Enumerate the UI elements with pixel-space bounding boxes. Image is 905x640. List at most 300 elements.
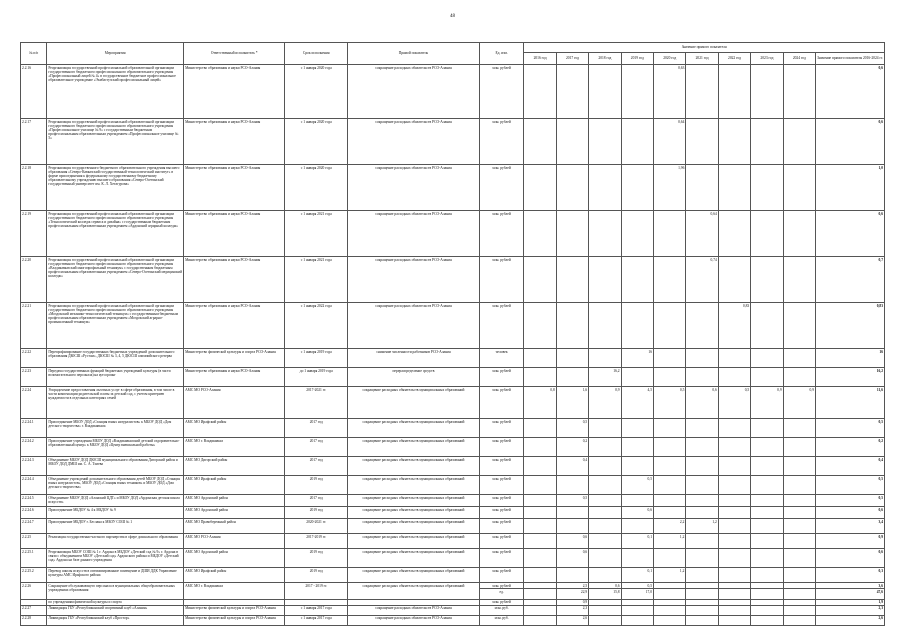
year-value-cell <box>654 419 686 438</box>
responsible-cell: АМС МО Ирафский район <box>184 568 285 583</box>
year-value-cell <box>751 549 783 568</box>
deadline-cell: 2017 год <box>285 457 348 476</box>
year-value-cell <box>621 457 653 476</box>
result-cell: сокращение расходных обязательств РСО-Алания <box>348 605 480 615</box>
total-cell: 0,9 <box>816 534 885 549</box>
year-value-cell <box>783 419 815 438</box>
total-cell: 16 <box>816 349 885 368</box>
event-cell: Присоединение МБДОУ г. Беслана к МБОУ СОШ № 1 <box>47 519 184 534</box>
event-cell: Перепрофилирование государственных бюджетных учреждений дополнительного образования ДЮСШ «Рустам», ДЮСШ № 3, 4, 5 ДЮСШ олимпийского резерва <box>47 349 184 368</box>
result-cell: сокращение расходных обязательств муниципальных образований <box>348 549 480 568</box>
year-value-cell: 1,2 <box>686 519 718 534</box>
total-cell: 47,6 <box>816 589 885 600</box>
result-cell: сокращение расходных обязательств РСО-Алания <box>348 211 480 257</box>
result-cell: сокращение расходных обязательств РСО-Алания <box>348 165 480 211</box>
deadline-cell: с 1 января 2021 года <box>285 211 348 257</box>
year-value-cell <box>621 519 653 534</box>
year-value-cell: 0,2 <box>556 438 588 457</box>
year-value-cell <box>524 615 556 625</box>
year-value-cell <box>524 211 556 257</box>
year-value-cell: 17,0 <box>621 589 653 600</box>
year-value-cell <box>654 507 686 519</box>
responsible-cell: Министерство образования и науки РСО-Алания <box>184 211 285 257</box>
year-value-cell <box>524 519 556 534</box>
total-cell: 0,83 <box>816 303 885 349</box>
year-value-cell <box>654 457 686 476</box>
year-value-cell <box>751 615 783 625</box>
event-cell: Реорганизация государственной профессиональной образовательной организации государственного бюджетного профессионального образовательного учреждения «Моздокский механико-технологический техникум» с государственным бюджетным профессиональным образовательным учреждением «Моздокский аграрно-промышленный техникум» <box>47 303 184 349</box>
unit-cell: млн. рублей <box>479 368 524 387</box>
measures-table <box>20 42 885 626</box>
row-number: 2.2.20 <box>21 257 47 303</box>
year-value-cell <box>589 519 621 534</box>
year-value-cell <box>783 303 815 349</box>
result-cell: сокращение расходных обязательств муниципальных образований <box>348 534 480 549</box>
year-value-cell <box>718 534 750 549</box>
year-value-cell <box>654 257 686 303</box>
result-cell: сокращение расходных обязательств муниципальных образований <box>348 507 480 519</box>
result-cell: сокращение расходных обязательств РСО-Алания <box>348 615 480 625</box>
result-cell: сокращение расходных обязательств муниципальных образований <box>348 419 480 438</box>
year-value-cell <box>654 605 686 615</box>
year-value-cell <box>718 257 750 303</box>
year-value-cell <box>718 605 750 615</box>
table-row <box>21 534 885 549</box>
year-value-cell <box>589 568 621 583</box>
year-value-cell <box>556 165 588 211</box>
year-value-cell <box>621 165 653 211</box>
year-value-cell <box>783 438 815 457</box>
year-value-cell <box>751 534 783 549</box>
year-value-cell <box>686 165 718 211</box>
year-value-cell <box>524 438 556 457</box>
header-year: 2016 год <box>524 53 556 65</box>
year-value-cell <box>686 615 718 625</box>
year-value-cell <box>751 476 783 495</box>
year-value-cell: 1,2 <box>654 534 686 549</box>
event-cell: Ликвидация ГБУ «Республиканский клуб «Простор» <box>47 615 184 625</box>
row-number: 2.2.26 <box>21 583 47 600</box>
table-row <box>21 165 885 211</box>
year-value-cell <box>621 605 653 615</box>
year-value-cell <box>751 303 783 349</box>
year-value-cell <box>654 615 686 625</box>
year-value-cell <box>589 495 621 507</box>
event-cell: Реализация государственно-частного партнерства в сфере дошкольного образования <box>47 534 184 549</box>
year-value-cell <box>654 303 686 349</box>
event-cell: Реорганизация государственной профессиональной образовательной организации государственного бюджетного профессионального образовательного учреждения «Владикавказский многопрофильный техникум» с государственным бюджетным профессиональным образовательным учреждением «Северо-Осетинский медицинский колледж» <box>47 257 184 303</box>
year-value-cell <box>718 368 750 387</box>
deadline-cell: с 1 января 2022 года <box>285 303 348 349</box>
responsible-cell: АМС МО г. Владикавказ <box>184 438 285 457</box>
year-value-cell <box>686 605 718 615</box>
responsible-cell: Министерство образования и науки РСО-Алания <box>184 65 285 119</box>
year-value-cell <box>751 495 783 507</box>
deadline-cell: 2017 год <box>285 438 348 457</box>
row-number: 2.2.28 <box>21 615 47 625</box>
year-value-cell <box>524 476 556 495</box>
responsible-cell: Министерство физической культуры и спорта РСО-Алания <box>184 605 285 615</box>
table-row <box>21 211 885 257</box>
responsible-cell: Министерство физической культуры и спорта РСО-Алания <box>184 615 285 625</box>
page-number: 48 <box>450 14 455 19</box>
table-row <box>21 476 885 495</box>
responsible-cell: Министерство физической культуры и спорта РСО-Алания <box>184 349 285 368</box>
year-value-cell: 0,64 <box>654 119 686 165</box>
result-cell: сокращение расходных обязательств муниципальных образований <box>348 583 480 600</box>
responsible-cell: Министерство образования и науки РСО-Алания <box>184 368 285 387</box>
year-value-cell <box>751 419 783 438</box>
year-value-cell <box>718 476 750 495</box>
header-year: 2021 год <box>686 53 718 65</box>
unit-cell: млн. рублей <box>479 165 524 211</box>
event-cell: Сокращение обслуживающего персонала в муниципальных общеобразовательных учреждениях образования <box>47 583 184 600</box>
event-cell: Реорганизация государственной профессиональной образовательной организации государственного бюджетного профессионального образовательного учреждения «Профессиональное училище № 9» с государственным бюджетным профессиональным образовательным учреждением «Профессиональное училище № 5» <box>47 119 184 165</box>
event-cell: Объединение МБОУ ДОД ДЮСШ муниципального образования Дигорский район и МБОУ ДОД ДМШ им. С. А. Тхиева <box>47 457 184 476</box>
year-value-cell: 15,8 <box>589 589 621 600</box>
year-value-cell <box>589 349 621 368</box>
year-value-cell <box>686 65 718 119</box>
row-number: 2.2.18 <box>21 165 47 211</box>
year-value-cell <box>621 119 653 165</box>
row-number: 2.2.24.2 <box>21 438 47 457</box>
deadline-cell: с 1 января 2020 года <box>285 119 348 165</box>
year-value-cell <box>524 507 556 519</box>
unit-cell: млн. рублей <box>479 387 524 419</box>
year-value-cell <box>654 438 686 457</box>
event-cell: по учреждениям физической культуры и спорта <box>47 599 184 605</box>
table-row <box>21 119 885 165</box>
total-cell: 0,4 <box>816 457 885 476</box>
table-row <box>21 568 885 583</box>
unit-cell: млн. рублей <box>479 257 524 303</box>
total-cell: 3,4 <box>816 519 885 534</box>
year-value-cell <box>589 419 621 438</box>
year-value-cell <box>783 476 815 495</box>
year-value-cell <box>783 605 815 615</box>
responsible-cell: АМС МО РСО-Алания <box>184 534 285 549</box>
table-row <box>21 507 885 519</box>
result-cell: сокращение расходных обязательств муниципальных образований <box>348 519 480 534</box>
header-year: 2017 год <box>556 53 588 65</box>
row-number: 2.2.24.7 <box>21 519 47 534</box>
unit-cell: млн. рублей <box>479 507 524 519</box>
deadline-cell: 2017 - 2019 гг. <box>285 583 348 600</box>
event-cell: Присоединение МБДОУ № 4 к МБДОУ № 9 <box>47 507 184 519</box>
year-value-cell <box>654 476 686 495</box>
responsible-cell: АМС МО г. Владикавказ <box>184 583 285 600</box>
year-value-cell: 2,2 <box>654 519 686 534</box>
year-value-cell <box>718 349 750 368</box>
result-cell: сокращение расходных обязательств муниципальных образований <box>348 457 480 476</box>
year-value-cell <box>556 568 588 583</box>
result-cell: сокращение расходных обязательств РСО-Алания <box>348 257 480 303</box>
year-value-cell: 0,9 <box>589 387 621 419</box>
header-year: 2020 год <box>654 53 686 65</box>
year-value-cell <box>524 534 556 549</box>
deadline-cell: 2017-2021 гг. <box>285 387 348 419</box>
year-value-cell: 0,5 <box>556 495 588 507</box>
year-value-cell <box>783 211 815 257</box>
year-value-cell <box>589 257 621 303</box>
deadline-cell: с 1 января 2021 года <box>285 257 348 303</box>
year-value-cell: 1,2 <box>654 568 686 583</box>
year-value-cell <box>686 589 718 600</box>
year-value-cell <box>751 519 783 534</box>
year-value-cell <box>621 368 653 387</box>
year-value-cell: 22,9 <box>556 589 588 600</box>
table-row <box>21 495 885 507</box>
year-value-cell <box>524 368 556 387</box>
row-number: 2.2.17 <box>21 119 47 165</box>
year-value-cell: 0,63 <box>654 65 686 119</box>
header-year: 2023 год <box>751 53 783 65</box>
row-number: 2.2.24.6 <box>21 507 47 519</box>
responsible-cell: Министерство образования и науки РСО-Алания <box>184 257 285 303</box>
year-value-cell <box>751 257 783 303</box>
year-value-cell <box>686 368 718 387</box>
year-value-cell <box>589 615 621 625</box>
year-value-cell <box>589 476 621 495</box>
year-value-cell <box>751 65 783 119</box>
year-value-cell <box>686 349 718 368</box>
year-value-cell: 0,6 <box>686 387 718 419</box>
year-value-cell <box>589 457 621 476</box>
header-total: Значение прямого показателя 2016-2024 гг. <box>816 53 885 65</box>
year-value-cell <box>751 211 783 257</box>
unit-cell: млн. рублей <box>479 583 524 589</box>
unit-cell: млн. рублей <box>479 119 524 165</box>
year-value-cell <box>524 65 556 119</box>
year-value-cell <box>524 457 556 476</box>
year-value-cell <box>654 349 686 368</box>
year-value-cell <box>718 589 750 600</box>
year-value-cell <box>589 211 621 257</box>
year-value-cell <box>686 549 718 568</box>
header-event: Мероприятия <box>47 43 184 65</box>
year-value-cell <box>589 605 621 615</box>
year-value-cell: 0,6 <box>556 549 588 568</box>
year-value-cell <box>718 615 750 625</box>
total-cell: 0,7 <box>816 257 885 303</box>
deadline-cell: с 1 января 2017 года <box>285 615 348 625</box>
year-value-cell <box>589 303 621 349</box>
year-value-cell <box>783 519 815 534</box>
row-number: 2.2.21 <box>21 303 47 349</box>
year-value-cell: 0,83 <box>718 303 750 349</box>
year-value-cell <box>686 419 718 438</box>
total-cell: 0,6 <box>816 211 885 257</box>
year-value-cell <box>556 349 588 368</box>
year-value-cell <box>718 211 750 257</box>
table-row <box>21 549 885 568</box>
year-value-cell <box>589 438 621 457</box>
table-row <box>21 65 885 119</box>
year-value-cell <box>686 495 718 507</box>
year-value-cell <box>589 119 621 165</box>
responsible-cell: Министерство образования и науки РСО-Алания <box>184 119 285 165</box>
year-value-cell <box>751 349 783 368</box>
table-row <box>21 615 885 625</box>
year-value-cell <box>654 589 686 600</box>
year-value-cell <box>718 419 750 438</box>
year-value-cell <box>783 507 815 519</box>
unit-cell: млн. рублей <box>479 457 524 476</box>
year-value-cell <box>718 507 750 519</box>
table-row <box>21 303 885 349</box>
year-value-cell: 0,5 <box>718 387 750 419</box>
table-row <box>21 519 885 534</box>
row-number: 2.2.24.1 <box>21 419 47 438</box>
year-value-cell <box>718 568 750 583</box>
responsible-cell: АМС МО РСО-Алания <box>184 387 285 419</box>
unit-cell: млн. рублей <box>479 534 524 549</box>
year-value-cell <box>686 507 718 519</box>
result-cell: перераспределение средств <box>348 368 480 387</box>
table-row <box>21 457 885 476</box>
year-value-cell <box>718 65 750 119</box>
responsible-cell: АМС МО Ардонский район <box>184 549 285 568</box>
year-value-cell: 16 <box>621 349 653 368</box>
row-number: 2.2.24.5 <box>21 495 47 507</box>
result-cell: снижение численности работников РСО-Алания <box>348 349 480 368</box>
row-number: 2.2.25.1 <box>21 549 47 568</box>
result-cell: сокращение расходных обязательств муниципальных образований <box>348 495 480 507</box>
year-value-cell <box>524 605 556 615</box>
total-cell: 0,3 <box>816 568 885 583</box>
table-row <box>21 257 885 303</box>
year-value-cell: 0,5 <box>556 419 588 438</box>
year-value-cell <box>783 549 815 568</box>
year-value-cell <box>524 303 556 349</box>
unit-cell: млн. рублей <box>479 211 524 257</box>
year-value-cell <box>686 534 718 549</box>
result-cell: сокращение расходных обязательств муниципальных образований <box>348 438 480 457</box>
header-deadline: Срок исполнения <box>285 43 348 65</box>
year-value-cell <box>524 495 556 507</box>
year-value-cell <box>783 257 815 303</box>
year-value-cell <box>686 568 718 583</box>
year-value-cell <box>751 119 783 165</box>
year-value-cell <box>621 303 653 349</box>
year-value-cell <box>621 257 653 303</box>
unit-cell: млн. рублей <box>479 303 524 349</box>
row-number: 2.2.24.4 <box>21 476 47 495</box>
year-value-cell <box>621 211 653 257</box>
year-value-cell: 0,1 <box>621 568 653 583</box>
year-value-cell <box>621 438 653 457</box>
header-result: Прямой показатель <box>348 43 480 65</box>
year-value-cell <box>783 495 815 507</box>
table-row <box>21 349 885 368</box>
unit-cell: млн. рублей <box>479 476 524 495</box>
year-value-cell <box>524 257 556 303</box>
year-value-cell <box>783 457 815 476</box>
year-value-cell: 2,3 <box>556 605 588 615</box>
year-value-cell <box>589 549 621 568</box>
year-value-cell <box>621 419 653 438</box>
table-row <box>21 438 885 457</box>
year-value-cell <box>686 457 718 476</box>
event-cell: Упорядочение предоставления льготных услуг в сфере образования, в том числе в части компенсации родительской платы за детский сад, с учетом критериев нуждаемости в отдельных категориях семей <box>47 387 184 419</box>
event-cell: Присоединение МБОУ ДОД «Станция юных натуралистов» к МБОУ ДОД «Дом детского творчества» г. Владикавказа <box>47 419 184 438</box>
event-cell: Реорганизация государственной профессиональной образовательной организации государственного бюджетного профессионального образовательного учреждения «Профессиональный лицей № 4» в государственное бюджетное профессиональное образовательное учреждение «Экибастузский профессиональный лицей» <box>47 65 184 119</box>
unit-cell: млн. рублей <box>479 549 524 568</box>
row-number: 2.2.19 <box>21 211 47 257</box>
header-values-group: Значение прямого показателя <box>524 43 885 53</box>
year-value-cell: 0,6 <box>589 583 621 589</box>
year-value-cell <box>556 303 588 349</box>
year-value-cell <box>751 568 783 583</box>
table-row <box>21 368 885 387</box>
responsible-cell: АМС МО Дигорский район <box>184 457 285 476</box>
unit-cell: ед. <box>479 589 524 600</box>
year-value-cell <box>751 165 783 211</box>
year-value-cell <box>556 119 588 165</box>
header-responsible: Ответственный исполнитель * <box>184 43 285 65</box>
year-value-cell <box>686 119 718 165</box>
year-value-cell <box>783 119 815 165</box>
unit-cell: млн. руб. <box>479 615 524 625</box>
result-cell: сокращение расходных обязательств муниципальных образований <box>348 568 480 583</box>
header-num: № п/п <box>21 43 47 65</box>
year-value-cell <box>751 438 783 457</box>
year-value-cell <box>621 615 653 625</box>
row-number: 2.2.22 <box>21 349 47 368</box>
responsible-cell: Министерство образования и науки РСО-Алания <box>184 303 285 349</box>
year-value-cell <box>556 507 588 519</box>
deadline-cell: с 1 января 2017 года <box>285 605 348 615</box>
year-value-cell <box>718 457 750 476</box>
total-cell: 0,5 <box>816 476 885 495</box>
year-value-cell <box>718 519 750 534</box>
total-cell: 0,6 <box>816 549 885 568</box>
total-cell: 0,2 <box>816 438 885 457</box>
total-cell: 2,3 <box>816 605 885 615</box>
event-cell: Реорганизация государственного бюджетного образовательного учреждения высшего образования «Северо-Кавказский государственный технологический институт» в форме присоединения к федеральному государственному бюджетному образовательному учреждению высшего образования «Северо-Осетинский государственный университет им. К. Л. Хетагурова» <box>47 165 184 211</box>
event-cell: Объединение МБОУ ДОД «Аланский ЦДТ» и МБОУ ДОД «Ардонская детская школа искусств» <box>47 495 184 507</box>
event-cell: Перевод школы искусств в оптимизированное помещение и ДШИ ДДК Управление культуры АМС Ирафского района <box>47 568 184 583</box>
year-value-cell: 0,5 <box>654 387 686 419</box>
year-value-cell: 1,6 <box>556 387 588 419</box>
year-value-cell: 0,9 <box>751 387 783 419</box>
year-value-cell <box>783 534 815 549</box>
year-value-cell <box>718 549 750 568</box>
year-value-cell: 0,9 <box>783 387 815 419</box>
total-cell: 11,6 <box>816 387 885 419</box>
year-value-cell <box>556 257 588 303</box>
responsible-cell: АМС МО Ирафский район <box>184 476 285 495</box>
year-value-cell: 0,6 <box>621 507 653 519</box>
event-cell: Реорганизация государственной профессиональной образовательной организации государственного бюджетного профессионального образовательного учреждения «Технологический колледж сервиса и дизайна» с государственным бюджетным профессиональным образовательным учреждением «Ардонский аграрный колледж» <box>47 211 184 257</box>
year-value-cell: 2,6 <box>556 615 588 625</box>
year-value-cell <box>783 65 815 119</box>
total-cell: 16,2 <box>816 368 885 387</box>
responsible-cell: АМС МО Ардонский район <box>184 507 285 519</box>
total-cell: 0,6 <box>816 119 885 165</box>
row-number: 2.2.25.2 <box>21 568 47 583</box>
year-value-cell <box>783 615 815 625</box>
responsible-cell: АМС МО Ирафский район <box>184 419 285 438</box>
responsible-cell: АМС МО Правобережный район <box>184 519 285 534</box>
total-cell: 0,5 <box>816 495 885 507</box>
unit-cell: млн. рублей <box>479 568 524 583</box>
result-cell: сокращение расходных обязательств муниципальных образований <box>348 476 480 495</box>
year-value-cell <box>524 549 556 568</box>
deadline-cell: 2019 год <box>285 549 348 568</box>
deadline-cell: 2020-2021 гг. <box>285 519 348 534</box>
unit-cell: млн. рублей <box>479 519 524 534</box>
